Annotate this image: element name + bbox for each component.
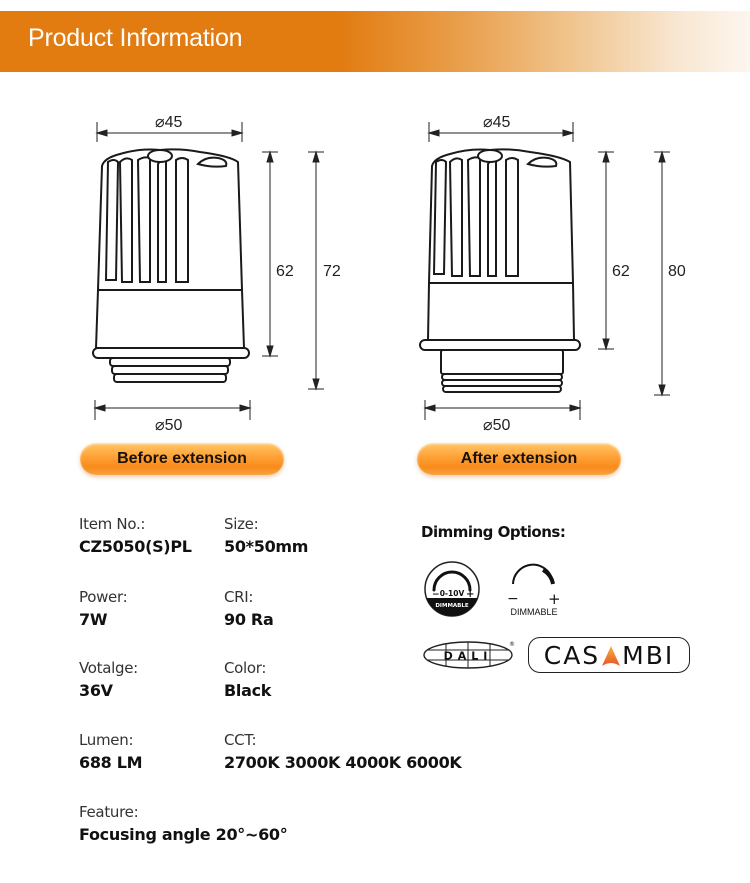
spec-voltage <box>79 659 138 700</box>
spec-value: 90 Ra <box>224 610 274 629</box>
total-height-label: 72 <box>323 263 341 280</box>
spec-label: CRI: <box>224 588 254 606</box>
svg-text:−: − <box>507 591 519 607</box>
svg-text:+: + <box>548 590 561 608</box>
spec-power <box>79 588 127 629</box>
spec-value: 688 LM <box>79 753 143 772</box>
svg-text:DIMMABLE: DIMMABLE <box>435 603 469 609</box>
casambi-logo <box>528 637 690 673</box>
svg-text:−: − <box>432 590 440 600</box>
dali-logo-icon <box>422 638 518 674</box>
downlight-module-extended-outline-icon <box>400 100 700 440</box>
inner-height-label: 62 <box>276 263 294 280</box>
spec-label: Item No.: <box>79 515 146 533</box>
spec-feature <box>79 803 287 844</box>
spec-value: 36V <box>79 681 113 700</box>
svg-text:DALI: DALI <box>443 649 493 663</box>
spec-item-no <box>79 515 192 556</box>
spec-value: Black <box>224 681 272 700</box>
drawing-after-extension <box>400 100 700 440</box>
spec-label: CCT: <box>224 731 257 749</box>
inner-height-label: 62 <box>612 263 630 280</box>
spec-label: Size: <box>224 515 259 533</box>
bottom-diameter-label: ⌀50 <box>155 417 183 434</box>
spec-cri <box>224 588 273 629</box>
spec-value: CZ5050(S)PL <box>79 537 192 556</box>
downlight-module-outline-icon <box>80 100 360 440</box>
caption-before-extension: Before extension <box>80 443 284 475</box>
svg-text:0-10V: 0-10V <box>439 589 465 598</box>
casambi-text-left: CAS <box>543 640 601 670</box>
drawing-before-extension <box>80 100 360 440</box>
spec-value: 2700K 3000K 4000K 6000K <box>224 753 462 772</box>
casambi-a-mark-icon <box>601 644 621 666</box>
casambi-text-right: MBI <box>622 640 675 670</box>
spec-label: Votalge: <box>79 659 138 677</box>
spec-value: Focusing angle 20°~60° <box>79 825 288 844</box>
triac-dimmable-icon <box>503 560 567 624</box>
spec-label: Lumen: <box>79 731 134 749</box>
header-title: Product Information <box>28 24 243 52</box>
spec-label: Feature: <box>79 803 139 821</box>
spec-value: 50*50mm <box>224 537 309 556</box>
spec-size <box>224 515 308 556</box>
svg-text:®: ® <box>509 641 515 648</box>
0-10v-dimmable-icon <box>423 560 481 622</box>
section-header <box>0 11 750 72</box>
spec-value: 7W <box>79 610 108 629</box>
spec-color <box>224 659 271 700</box>
spec-cct <box>224 731 462 772</box>
svg-text:+: + <box>466 589 475 600</box>
dimming-options-title: Dimming Options: <box>421 523 566 541</box>
spec-label: Color: <box>224 659 267 677</box>
caption-after-extension: After extension <box>417 443 621 475</box>
spec-lumen <box>79 731 142 772</box>
top-diameter-label: ⌀45 <box>483 114 511 131</box>
spec-label: Power: <box>79 588 128 606</box>
svg-text:DIMMABLE: DIMMABLE <box>510 607 558 617</box>
bottom-diameter-label: ⌀50 <box>483 417 511 434</box>
top-diameter-label: ⌀45 <box>155 114 183 131</box>
total-height-label: 80 <box>668 263 686 280</box>
